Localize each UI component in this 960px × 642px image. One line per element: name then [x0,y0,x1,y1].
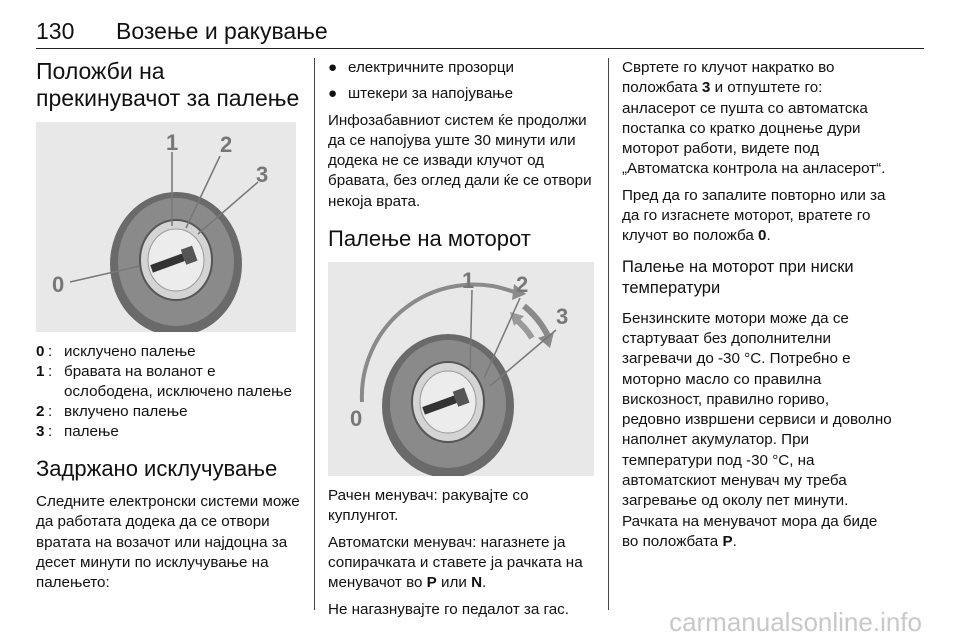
figure-label: 1 [462,268,475,294]
column-divider [314,58,315,610]
figure-label: 2 [516,272,529,298]
figure-label: 0 [52,272,65,297]
restart-text: Пред да го запалите повторно или за да го изгаснете моторот, вратете го клучот во положба 0. [622,186,886,245]
legend-row: 1 : бравата на воланот е ослободена, исключено палење [36,363,292,400]
page-header [36,14,924,49]
column-divider [608,58,609,610]
legend-row: 2 : вклучено палење [36,403,188,420]
infotainment-text: Инфозабавниот систем ќе продолжи да се напојува уште 30 минути или додека не се извади клучот од бравата, без оглед дали ќе се отвори некоја врата. [328,111,592,210]
column-2 [328,58,596,626]
engine-start-figure [328,262,594,476]
legend-row: 0 : исклучено палење [36,343,196,360]
list-item: ● електричните прозорци [328,59,515,76]
ignition-switch-figure [36,122,296,332]
ignition-positions-title: Положби на прекинувачот за палење [36,58,300,111]
engine-start-title: Палење на моторот [328,226,531,252]
legend-row: 3 : палење [36,423,119,440]
turn-key-text: Свртете го клучот накратко во положбата 3 и отпуштете го: анласерот се пушта со автоматска постапка со кратко доцнење дури моторот работи, видете под „Автоматска контрола на анласерот“. [622,59,886,178]
list-item: ● штекери за напојување [328,85,514,103]
chapter-title: Возење и ракување [116,18,328,44]
delayed-shutoff-text: Следните електронски системи може да работата додека да се отвори вратата на возачот или најдоцна за десет минути по исклучување на палењето: [36,493,300,592]
watermark: carmanualsonline.info [669,607,922,637]
figure-label: 3 [556,304,569,330]
cold-start-text: Бензинските мотори може да се стартуваат без дополнителни загревачи до -30 °C. Потребно е моторно масло со правилна вискозност, правилно гориво, редовно извршени сервиси и доволно наполнет акумулатор. При температури под -30 °C, на автоматскиот менувач му треба загревање од околу пет минути. Рачката на менувачот мора да биде во положбата P. [622,309,892,550]
column-1 [36,58,300,599]
position-legend [36,342,300,442]
figure-label: 2 [220,132,233,157]
column-3 [622,58,892,558]
delayed-shutoff-title: Задржано исклучување [36,456,278,481]
figure-label: 3 [256,162,269,187]
automatic-transmission-text: Автоматски менувач: нагазнете ја сопирачката и ставете ја рачката на менувачот во P или N. [328,533,583,592]
figure-label: 1 [166,130,179,155]
manual-transmission-text: Рачен менувач: ракувајте со куплунгот. [328,487,529,525]
cold-start-title: Палење на моторот при ниски температури [622,257,854,297]
figure-label: 0 [350,406,363,432]
accelerator-text: Не нагазнувајте го педалот за гас. [328,600,569,618]
page-number: 130 [36,18,75,44]
